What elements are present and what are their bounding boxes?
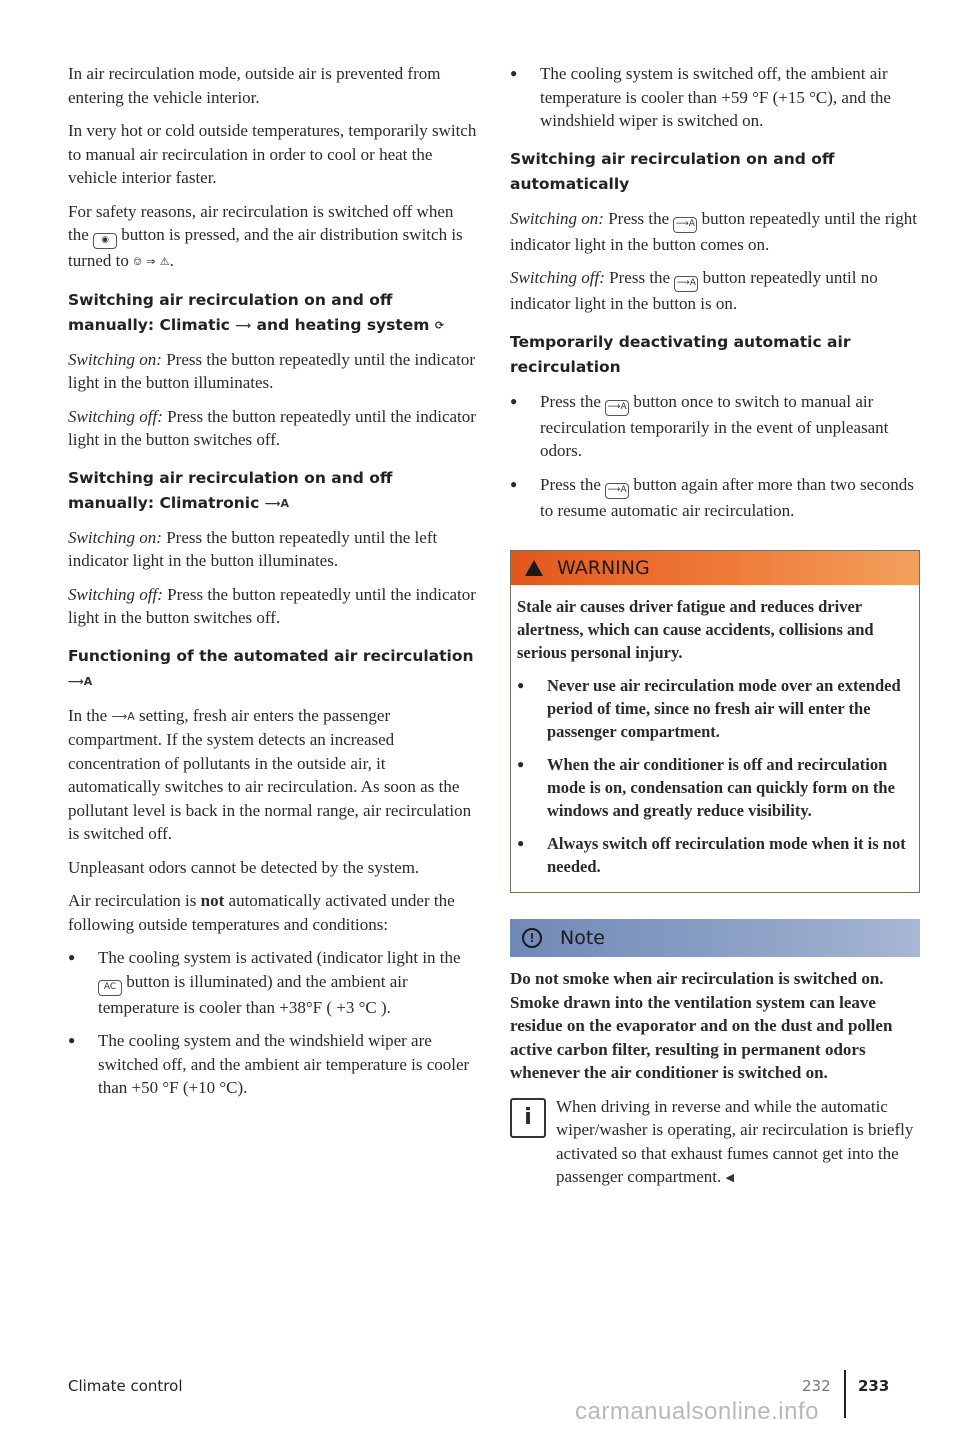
- page-number-right: 233: [858, 1377, 890, 1395]
- warning-text: Stale air causes driver fatigue and reduces driver alertness, which can cause accidents, collisions and serious personal injury.: [517, 597, 874, 662]
- section-footer-title: Climate control: [68, 1377, 183, 1395]
- warning-bullet: ● Always switch off recirculation mode when it is not needed.: [517, 832, 913, 878]
- defrost-button-icon: ◉: [93, 233, 117, 249]
- page-number-left: 232: [802, 1377, 831, 1395]
- section-heading: Functioning of the automated air recirculation ⟶A: [68, 644, 478, 694]
- paragraph: Switching on: Press the button repeatedly until the indicator light in the button illuminates.: [68, 349, 475, 392]
- auto-recirculation-button-icon: ⟶A: [605, 400, 629, 416]
- exclamation-circle-icon: !: [522, 928, 542, 948]
- section-heading: Switching air recirculation on and off automatically: [510, 149, 835, 193]
- note-header: [510, 919, 920, 957]
- watermark: carmanualsonline.info: [575, 1398, 819, 1425]
- paragraph: In air recirculation mode, outside air is prevented from entering the vehicle interior.: [68, 64, 441, 107]
- ac-button-icon: AC: [98, 980, 122, 996]
- paragraph: Unpleasant odors cannot be detected by the system.: [68, 857, 420, 877]
- paragraph: Switching on: Press the ⟶A button repeatedly until the right indicator light in the button comes on.: [510, 208, 917, 254]
- auto-recirculation-button-icon: ⟶A: [605, 483, 629, 499]
- auto-recirculation-button-icon: ⟶A: [673, 217, 697, 233]
- section-heading: Switching air recirculation on and off manually: Climatronic ⟶A: [68, 466, 478, 516]
- paragraph: In the ⟶A setting, fresh air enters the passenger compartment. If the system detects an increased concentration of pollutants in the outside air, it automatically switches to air recirculation. As soon as the pollutant level is back in the normal range, air recirculation is switched off.: [68, 705, 472, 843]
- warning-box: [510, 550, 920, 893]
- section-heading: Temporarily deactivating automatic air recirculation: [510, 332, 851, 376]
- paragraph: Switching off: Press the ⟶A button repeatedly until no indicator light in the button is on.: [510, 268, 878, 313]
- section-heading: Switching air recirculation on and off manually: Climatic ⟶ and heating system ⟳: [68, 288, 478, 338]
- info-icon: i: [510, 1098, 546, 1138]
- page-separator: [844, 1370, 846, 1418]
- warning-triangle-icon: [525, 560, 543, 576]
- bullet-item: ● Press the ⟶A button again after more than two seconds to resume automatic air recirculation.: [510, 473, 920, 523]
- bullet-item: ● The cooling system is switched off, the ambient air temperature is cooler than +59 °F (+15 °C), and the windshield wiper is switched on.: [510, 62, 920, 133]
- warning-header: [511, 551, 919, 585]
- paragraph: Switching off: Press the button repeatedly until the indicator light in the button switches off.: [68, 584, 476, 627]
- warning-bullet: ● When the air conditioner is off and recirculation mode is on, condensation can quickly form on the windows and greatly reduce visibility.: [517, 753, 913, 822]
- recirculation-icon: ⟶: [235, 318, 252, 332]
- auto-recirculation-icon: ⟶A: [68, 674, 93, 688]
- arrow-icon: ⇒: [146, 255, 156, 268]
- end-marker-icon: ◀: [725, 1171, 734, 1184]
- bullet-item: ● The cooling system and the windshield wiper are switched off, and the ambient air temperature is cooler than +50 °F (+10 °C).: [68, 1029, 478, 1100]
- right-column: [510, 62, 920, 1200]
- recirculation-arrow-icon: ⟳: [434, 318, 445, 332]
- paragraph: In very hot or cold outside temperatures, temporarily switch to manual air recirculation in order to cool or heat the vehicle interior faster.: [68, 121, 477, 187]
- auto-recirculation-icon: ⟶A: [264, 496, 290, 510]
- text: For safety reasons, air recirculation is switched off when the: [68, 201, 454, 244]
- left-column: [68, 62, 478, 1110]
- paragraph: Switching off: Press the button repeatedly until the indicator light in the button switches off.: [68, 406, 476, 449]
- note-text: Do not smoke when air recirculation is switched on. Smoke drawn into the ventilation system can leave residue on the evaporator and on the dust and pollen active carbon filter, resulting in permanent odors whenever the air conditioner is switched on.: [510, 969, 893, 1082]
- bullet-item: ● Press the ⟶A button once to switch to manual air recirculation temporarily in the event of unpleasant odors.: [510, 390, 920, 463]
- windshield-icon: ⎊: [133, 255, 142, 268]
- note-title: Note: [560, 927, 605, 949]
- paragraph: For safety reasons, air recirculation is switched off when the ◉ button is pressed, and the air distribution switch is turned to ⎊ ⇒ ⚠.: [68, 200, 478, 274]
- warning-icon: ⚠: [159, 255, 170, 268]
- info-paragraph: i When driving in reverse and while the automatic wiper/washer is operating, air recirculation is briefly activated so that exhaust fumes cannot get into the passenger compartment. ◀: [510, 1095, 920, 1190]
- auto-recirculation-button-icon: ⟶A: [674, 276, 698, 292]
- text: button is pressed, and the air distribution switch is turned to: [68, 225, 463, 270]
- warning-bullet: ● Never use air recirculation mode over an extended period of time, since no fresh air will enter the passenger compartment.: [517, 674, 913, 743]
- bullet-item: ● The cooling system is activated (indicator light in the AC button is illuminated) and the ambient air temperature is cooler than +38°F ( +3 °C ).: [68, 946, 478, 1019]
- paragraph: Switching on: Press the button repeatedly until the left indicator light in the button illuminates.: [68, 527, 438, 570]
- auto-recirculation-icon: ⟶A: [111, 709, 135, 723]
- warning-title: WARNING: [557, 557, 650, 579]
- paragraph: Air recirculation is not automatically activated under the following outside temperatures and conditions:: [68, 891, 455, 934]
- warning-body: [511, 585, 919, 892]
